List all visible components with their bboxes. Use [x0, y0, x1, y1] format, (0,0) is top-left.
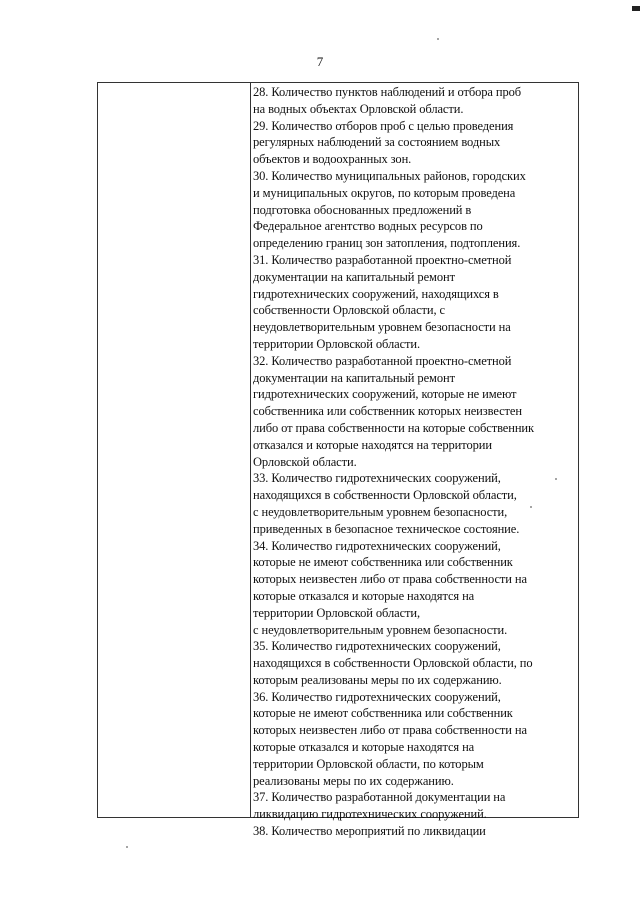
list-item-33: 33. Количество гидротехнических сооружений, находящихся в собственности Орловской области, с неудовлетворительным уровнем безопасности, приведенных в безопасное техническое состояние.	[253, 471, 520, 536]
scan-speck	[126, 846, 128, 848]
table-left-cell	[98, 83, 250, 817]
scan-speck	[530, 506, 532, 508]
table-right-cell	[253, 84, 576, 839]
list-item-36: 36. Количество гидротехнических сооружений, которые не имеют собственника или собственник которых неизвестен либо от права собственности на которые отказался и которые находятся на территории Орловской области, по которым реализованы меры по их содержанию.	[253, 689, 527, 788]
list-item-29: 29. Количество отборов проб с целью проведения регулярных наблюдений за состоянием водных объектов и водоохранных зон.	[253, 118, 514, 167]
list-item-35: 35. Количество гидротехнических сооружений, находящихся в собственности Орловской области, по которым реализованы меры по их содержанию.	[253, 639, 533, 687]
scan-speck	[555, 478, 557, 480]
table-column-divider	[250, 83, 251, 817]
list-item-30: 30. Количество муниципальных районов, городских и муниципальных округов, по которым проведена подготовка обоснованных предложений в Федеральное агентство водных ресурсов по определению границ зон затопления, подтопления.	[253, 168, 526, 251]
list-item-28: 28. Количество пунктов наблюдений и отбора проб на водных объектах Орловской области.	[253, 85, 522, 116]
scan-speck	[437, 38, 439, 40]
list-item-37: 37. Количество разработанной документации на ликвидацию гидротехнических сооружений.	[253, 790, 506, 822]
page-number: 7	[316, 54, 324, 69]
scan-corner-mark	[632, 6, 640, 11]
list-item-34: 34. Количество гидротехнических сооружений, которые не имеют собственника или собственник которых неизвестен либо от права собственности на которые отказался и которые находятся на территории Орловской области, с неудовлетворительным уровнем безопасности.	[253, 538, 527, 637]
list-item-38: 38. Количество мероприятий по ликвидации	[253, 824, 486, 839]
list-item-31: 31. Количество разработанной проектно-сметной документации на капитальный ремонт гидротехнических сооружений, находящихся в собственности Орловской области, с неудовлетворительным уровнем безопасности на территории Орловской области.	[253, 252, 512, 351]
list-item-32: 32. Количество разработанной проектно-сметной документации на капитальный ремонт гидротехнических сооружений, которые не имеют собственника или собственник которых неизвестен либо от права собственности на которые собственник отказался и которые находятся на территории Орловской области.	[253, 353, 534, 469]
indicator-table	[97, 82, 579, 839]
